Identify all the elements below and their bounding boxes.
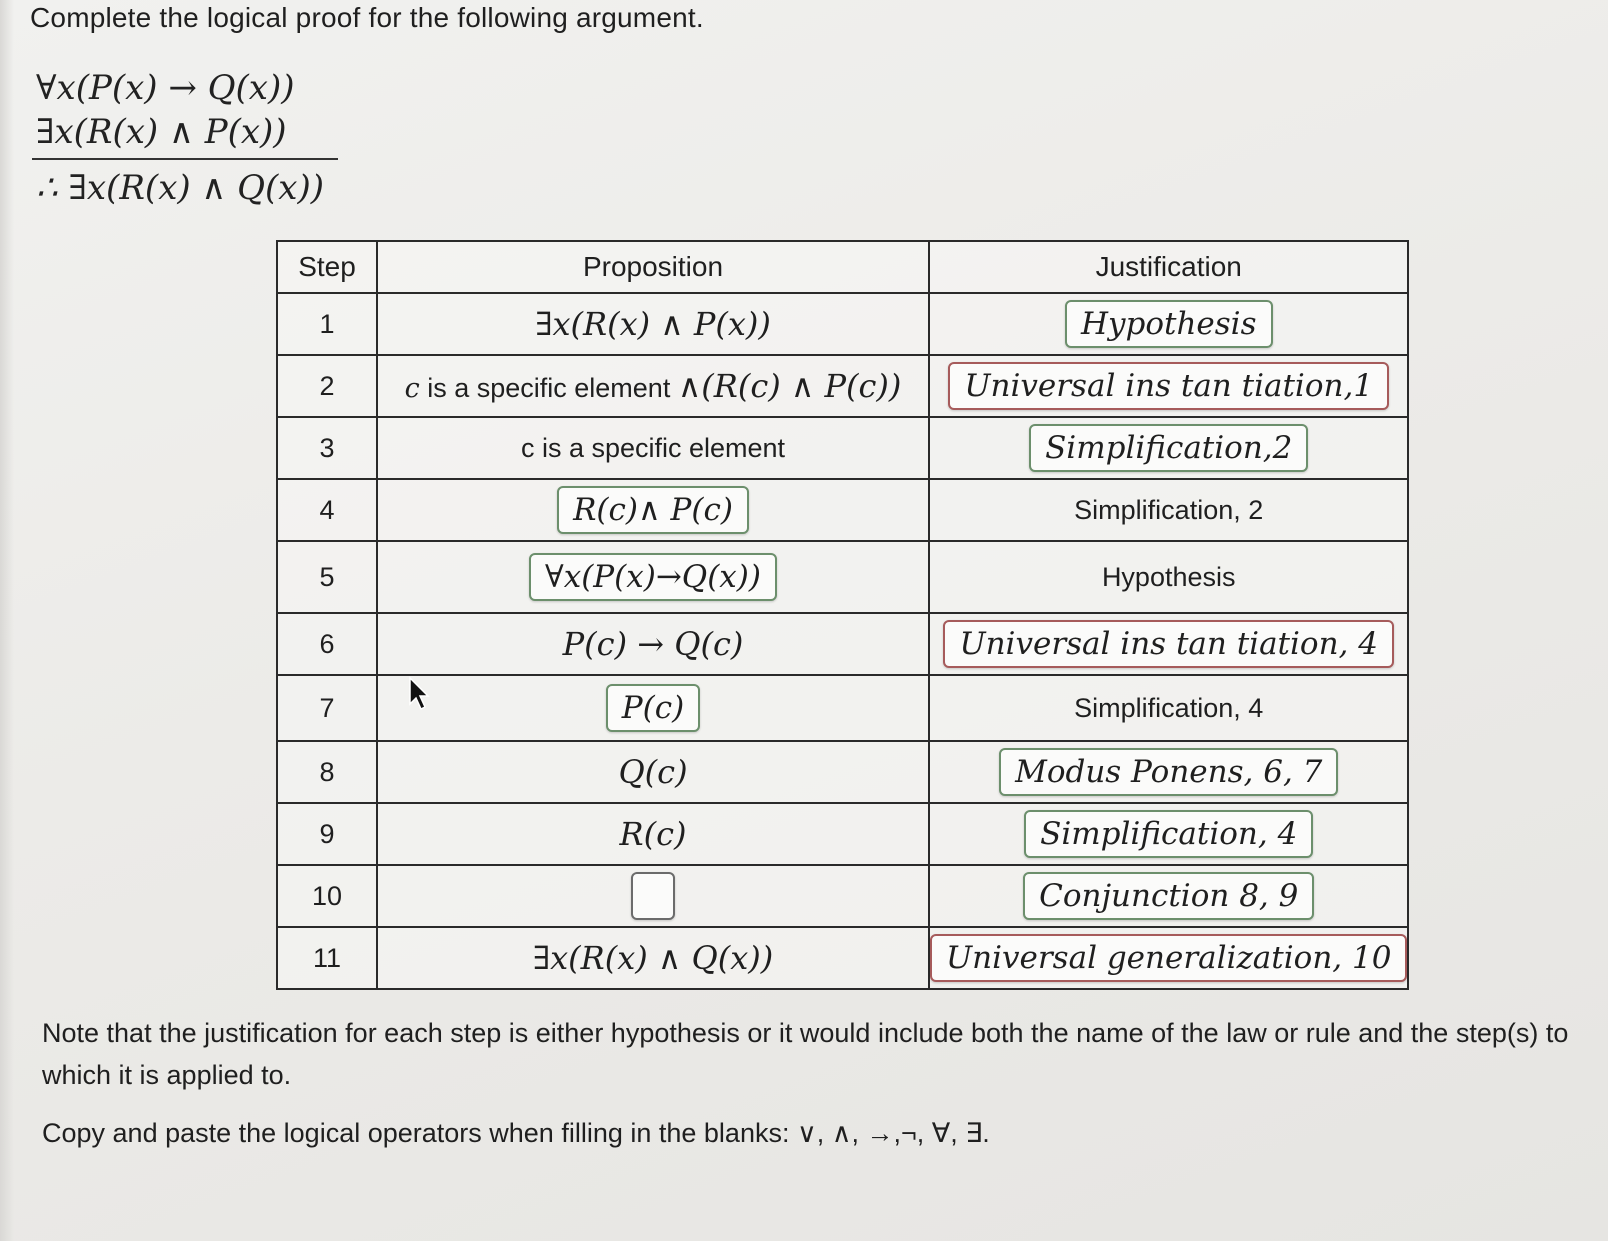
- table-row: [277, 417, 1408, 479]
- justification-text: Hypothesis: [1101, 561, 1236, 592]
- table-row: [277, 293, 1408, 355]
- justification-cell: [929, 613, 1408, 675]
- step-number: 1: [277, 293, 377, 355]
- operator-copy-hint: Copy and paste the logical operators when filling in the blanks: ∨, ∧, →,¬, ∀, ∃.: [42, 1118, 990, 1148]
- justification-cell: [929, 417, 1408, 479]
- proposition-prefix-text: c is a specific element: [404, 373, 678, 404]
- proposition-cell: [377, 613, 929, 675]
- header-justification: Justification: [929, 241, 1408, 293]
- justification-answer-box[interactable]: [1024, 810, 1313, 858]
- proof-table: [276, 240, 1409, 990]
- header-proposition: Proposition: [377, 241, 929, 293]
- justification-cell: [929, 741, 1408, 803]
- justification-cell: [929, 927, 1408, 989]
- proposition-text: c is a specific element: [520, 432, 786, 463]
- justification-cell: [929, 675, 1408, 741]
- step-number: 10: [277, 865, 377, 927]
- justification-text: Simplification, 2: [1074, 494, 1264, 525]
- step-number: 11: [277, 927, 377, 989]
- justification-text: Hypothesis: [1080, 306, 1257, 342]
- table-row: [277, 865, 1408, 927]
- justification-cell: [929, 541, 1408, 613]
- argument-divider: [32, 158, 338, 160]
- justification-answer-box[interactable]: [948, 362, 1389, 410]
- premise-2: ∃x(R(x) ∧ P(x)): [36, 112, 287, 152]
- proposition-blank-input[interactable]: [631, 872, 675, 920]
- justification-cell: [929, 479, 1408, 541]
- proposition-cell: [377, 417, 929, 479]
- proposition-text: R(c)∧ P(c): [573, 492, 733, 528]
- proposition-text: ∧(R(c) ∧ P(c)): [677, 367, 902, 405]
- justification-answer-box[interactable]: [1065, 300, 1273, 348]
- table-row: [277, 927, 1408, 989]
- justification-cell: [929, 293, 1408, 355]
- premise-1: ∀x(P(x) → Q(x)): [36, 68, 295, 108]
- table-row: [277, 479, 1408, 541]
- proposition-cell: [377, 803, 929, 865]
- step-number: 6: [277, 613, 377, 675]
- justification-text: Universal ins tan tiation, 4: [959, 626, 1378, 662]
- table-row: [277, 613, 1408, 675]
- conclusion: ∴ ∃x(R(x) ∧ Q(x)): [36, 168, 324, 208]
- step-number: 2: [277, 355, 377, 417]
- step-number: 4: [277, 479, 377, 541]
- proposition-text: R(c): [619, 815, 687, 853]
- step-number: 9: [277, 803, 377, 865]
- justification-text: Modus Ponens, 6, 7: [1015, 754, 1323, 790]
- justification-text: Simplification, 4: [1074, 692, 1264, 723]
- justification-answer-box[interactable]: [943, 620, 1394, 668]
- proposition-cell: [377, 927, 929, 989]
- step-number: 7: [277, 675, 377, 741]
- proposition-cell: [377, 865, 929, 927]
- proposition-text: P(c): [621, 690, 685, 726]
- proposition-text: ∀x(P(x)→Q(x)): [545, 559, 761, 595]
- step-number: 8: [277, 741, 377, 803]
- page-left-edge: [0, 0, 14, 1241]
- proposition-text: Q(c): [618, 753, 688, 791]
- proposition-text: ∃x(R(x) ∧ Q(x)): [532, 939, 774, 977]
- table-row: [277, 675, 1408, 741]
- justification-cell: [929, 355, 1408, 417]
- justification-answer-box[interactable]: [930, 934, 1407, 982]
- proposition-answer-box[interactable]: [557, 486, 749, 534]
- table-row: [277, 741, 1408, 803]
- proposition-text: ∃x(R(x) ∧ P(x)): [535, 305, 771, 343]
- mouse-cursor-icon: [408, 676, 434, 712]
- instruction-note: Note that the justification for each step is either hypothesis or it would include both the name of the law or rule and the step(s) to which it is applied to.: [42, 1018, 1569, 1090]
- table-row: [277, 541, 1408, 613]
- proposition-cell: [377, 479, 929, 541]
- proposition-cell: [377, 355, 929, 417]
- justification-text: Universal ins tan tiation,1: [964, 368, 1374, 404]
- justification-text: Simplification,2: [1045, 430, 1293, 466]
- proposition-answer-box[interactable]: [529, 553, 777, 601]
- proposition-cell: [377, 293, 929, 355]
- justification-answer-box[interactable]: [1029, 424, 1308, 472]
- step-number: 3: [277, 417, 377, 479]
- justification-cell: [929, 803, 1408, 865]
- proposition-cell: [377, 741, 929, 803]
- justification-cell: [929, 865, 1408, 927]
- argument-block: [36, 66, 338, 210]
- step-number: 5: [277, 541, 377, 613]
- table-row: [277, 355, 1408, 417]
- table-header-row: [277, 241, 1408, 293]
- justification-text: Universal generalization, 10: [946, 940, 1392, 976]
- proposition-cell: [377, 541, 929, 613]
- proposition-cell: [377, 675, 929, 741]
- justification-answer-box[interactable]: [999, 748, 1338, 796]
- proposition-answer-box[interactable]: [606, 684, 700, 732]
- proposition-text: P(c) → Q(c): [562, 625, 744, 663]
- justification-answer-box[interactable]: [1023, 872, 1314, 920]
- justification-text: Conjunction 8, 9: [1039, 878, 1299, 914]
- justification-text: Simplification, 4: [1040, 816, 1298, 852]
- header-step: Step: [277, 241, 377, 293]
- table-row: [277, 803, 1408, 865]
- question-prompt: Complete the logical proof for the following argument.: [30, 2, 704, 33]
